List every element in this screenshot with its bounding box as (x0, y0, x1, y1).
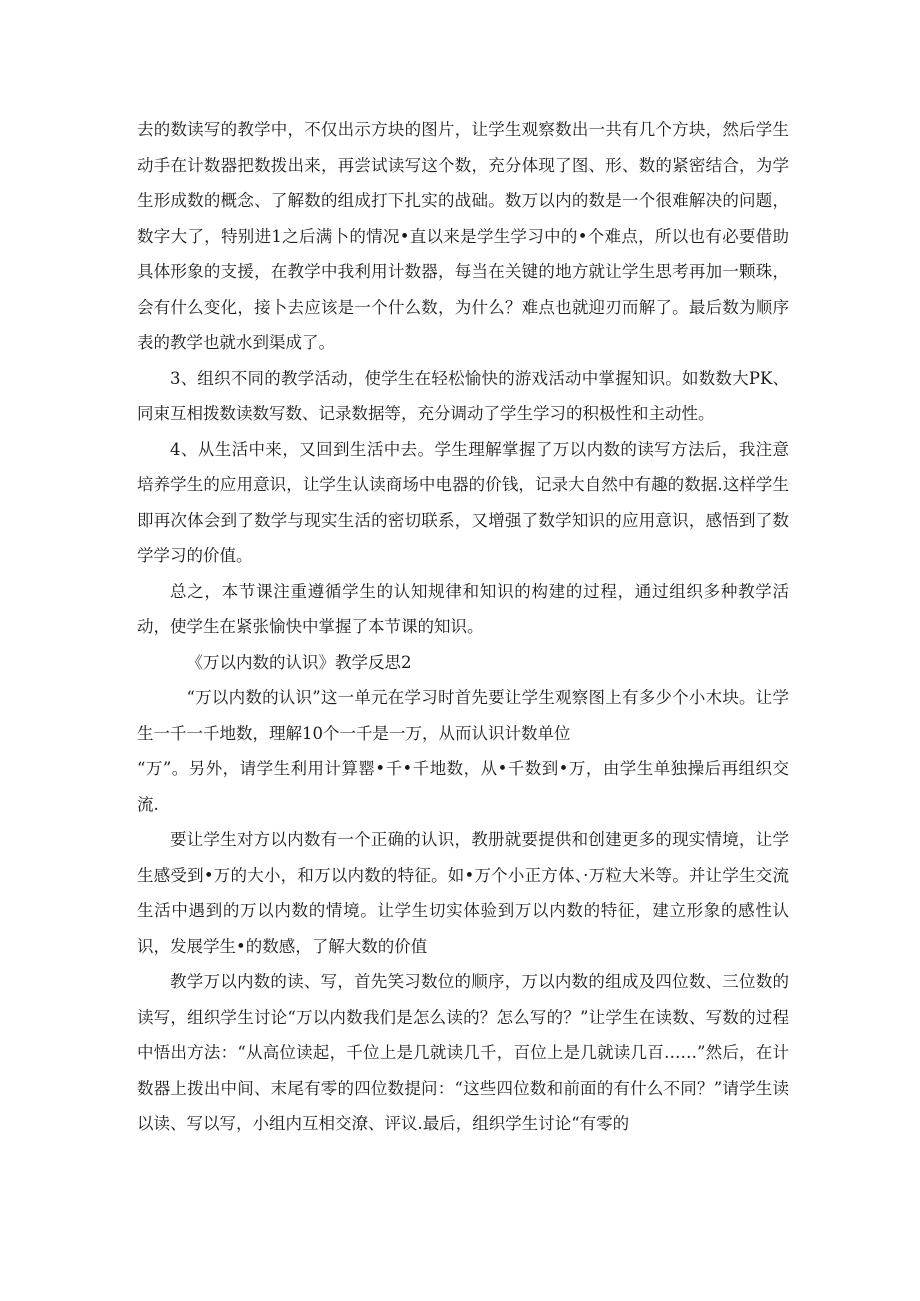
document-body (137, 112, 789, 1142)
paragraph-intro: “万以内数的认识”这一单元在学习时首先要让学生观察图上有多少个小木块。让学生一千一千地数，理解10个一千是一万，从而认识计数单位 (137, 688, 789, 743)
paragraph-continuation: 去的数读写的教学中，不仅出示方块的图片，让学生观察数出一共有几个方块，然后学生动手在计数器把数拨出来，再尝试读写这个数，充分体现了图、形、数的紧密结合，为学生形成数的概念、了解数的组成打下扎实的战础。数万以内的数是一个很难解决的问题，数字大了，特别进1之后满卜的情况•直以来是学生学习中的•个难点，所以也有必要借助具体形象的支援，在教学中我利用计数器，每当在关键的地方就让学生思考再加一颗珠，会有什么变化，接卜去应该是一个什么数，为什么？难点也就迎刃而解了。最后数为顺序表的教学也就水到渠成了。 (137, 120, 789, 352)
section-title: 《万以内数的认识》教学反思2 (186, 652, 412, 672)
paragraph-reading-writing: 教学万以内数的读、写，首先笑习数位的顺序，万以内数的组成及四位数、三位数的读写，组织学生讨论“万以内数我们是怎么读的？怎么写的？”让学生在读数、写数的过程中悟出方法：“从高位读起，千位上是几就读几千，百位上是几就读几百……”然后，在计数器上拨出中间、末尾有零的四位数提问：“这些四位数和前面的有什么不同？”请学生读以读、写以写，小组内互相交潦、评议.最后，组织学生讨论“有零的 (137, 972, 789, 1133)
paragraph-summary: 总之，本节课注重遵循学生的认知规律和知识的构建的过程，通过组织多种教学活动，使学生在紧张愉快中掌握了本节课的知识。 (137, 581, 789, 636)
paragraph-point-3: 3、组织不同的教学活动，使学生在轻松愉快的游戏活动中掌握知识。如数数大PK、同束互相拨数读数写数、记录数据等，充分调动了学生学习的积极性和主动性。 (137, 368, 789, 423)
paragraph-wan: “万”。另外，请学生利用计算罂•千•千地数，从•千数到•万，由学生单独操后再组织交流. (137, 759, 789, 814)
paragraph-understanding: 要让学生对方以内数有一个正确的认识，教册就要提供和创建更多的现实情境，让学生感受到•万的大小，和万以内数的特征。如•万个小正方体、·万粒大米等。并让学生交流生活中遇到的万以内数的情境。让学生切实体验到万以内数的特征，建立形象的感性认识，发展学生•的数感，了解大数的价值 (137, 830, 789, 956)
paragraph-point-4: 4、从生活中来，又回到生活中去。学生理解掌握了万以内数的读写方法后，我注意培养学生的应用意识，让学生认读商场中电器的价钱，记录大自然中有趣的数据.这样学生即再次体会到了数学与现实生活的密切联系，又增强了数学知识的应用意识，感悟到了数学学习的价值。 (137, 439, 789, 565)
